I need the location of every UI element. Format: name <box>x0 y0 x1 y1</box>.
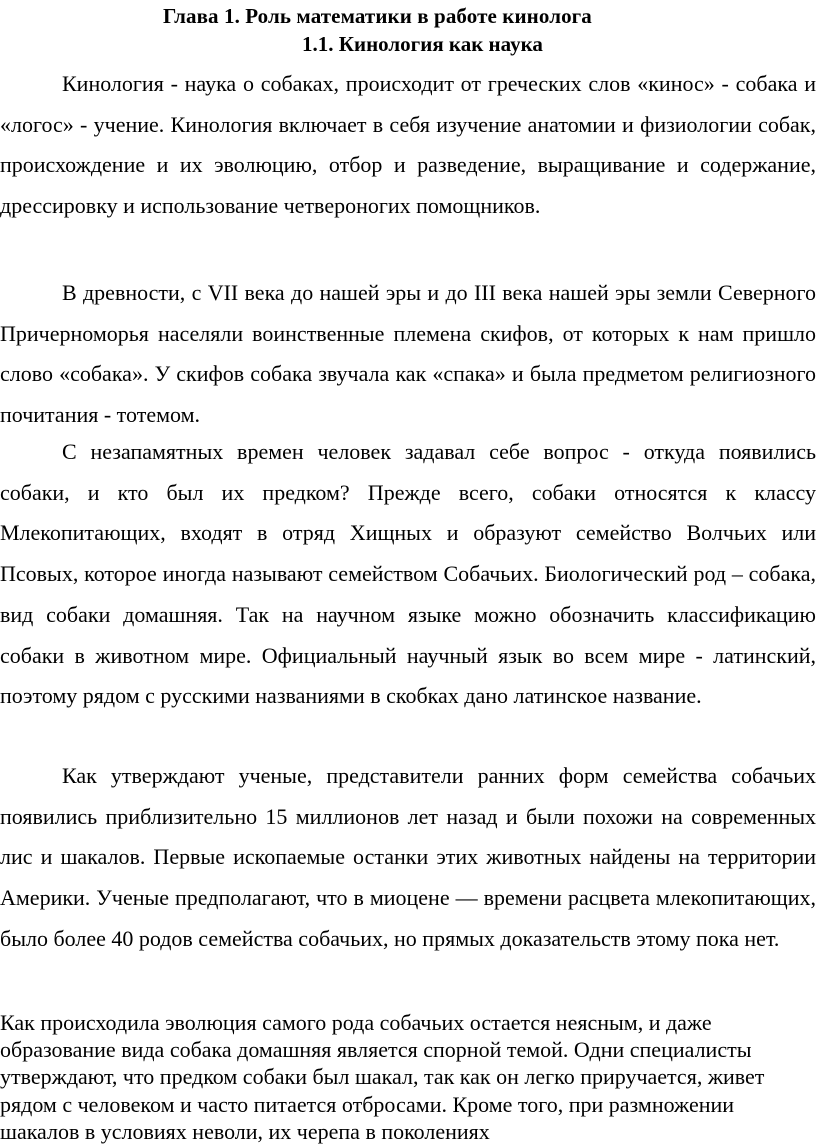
paragraph: Кинология - наука о собаках, происходит от греческих слов «кинос» - собака и «логос» - учение. Кинология включает в себя изучение анатомии и физиологии собак, происхождение и их эволюцию, отбор и разведение, выращивание и содержание, дрессировку и использование четвероногих помощников. <box>0 71 816 219</box>
tail-paragraph-block <box>0 1009 816 1145</box>
paragraph-2-block <box>0 273 816 436</box>
paragraph: С незапамятных времен человек задавал себе вопрос - откуда появились собаки, и кто был их предком? Прежде всего, собаки относятся к классу Млекопитающих, входят в отряд Хищных и образуют семейство Волчьих или Псовых, которое иногда называют семейством Собачьих. Биологический род – собака, вид собаки домашняя. Так на научном языке можно обозначить классификацию собаки в животном мире. Официальный научный язык во всем мире - латинский, поэтому рядом с русскими названиями в скобках дано латинское название. <box>0 439 816 709</box>
paragraph-3-block <box>0 432 816 717</box>
tail-paragraph: Как происходила эволюция самого рода собачьих остается неясным, и даже образование вида собака домашняя является спорной темой. Одни специалисты утверждают, что предком собаки был шакал, так как он легко приручается, живет рядом с человеком и часто питается отбросами. Кроме того, при размножении шакалов в условиях неволи, их черепа в поколениях <box>0 1010 765 1144</box>
paragraph-4-block <box>0 756 816 960</box>
paragraph: Как утверждают ученые, представители ранних форм семейства собачьих появились приблизительно 15 миллионов лет назад и были похожи на современных лис и шакалов. Первые ископаемые останки этих животных найдены на территории Америки. Ученые предполагают, что в миоцене — времени расцвета млекопитающих, было более 40 родов семейства собачьих, но прямых доказательств этому пока нет. <box>0 763 816 951</box>
paragraph-1-block <box>0 64 816 227</box>
paragraph: В древности, с VII века до нашей эры и до III века нашей эры земли Северного Причерноморья населяли воинственные племена скифов, от которых к нам пришло слово «собака». У скифов собака звучала как «спака» и была предметом религиозного почитания - тотемом. <box>0 280 816 428</box>
chapter-heading: Глава 1. Роль математики в работе кинолога <box>163 4 592 28</box>
section-heading: 1.1. Кинология как наука <box>302 32 543 56</box>
